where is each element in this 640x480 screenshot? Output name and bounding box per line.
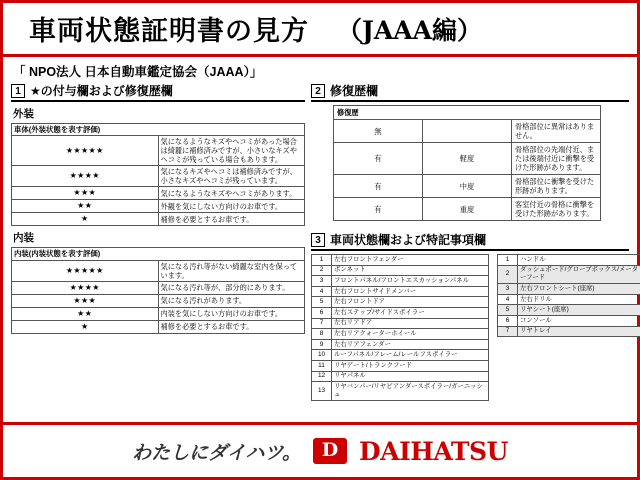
part-no: 7 [498, 326, 518, 337]
list-item [312, 371, 489, 382]
part-no: 8 [312, 329, 332, 340]
exterior-desc: 気になるようなキズやヘコミがあります。 [158, 187, 305, 200]
exterior-parts-table [311, 254, 489, 401]
table-row [334, 120, 601, 143]
part-name: ダッシュボード/グローブボックス/メーターフード [518, 265, 640, 284]
interior-stars: ★ [12, 320, 159, 333]
interior-table-header: 内装(内装状態を表す評価) [12, 248, 305, 260]
repair-desc: 骨格部位に異常はありません。 [512, 120, 601, 143]
table-row [12, 320, 305, 333]
part-no: 3 [498, 284, 518, 295]
table-row [12, 248, 305, 260]
part-name: ハンドル [518, 255, 640, 266]
list-item [498, 284, 640, 295]
exterior-stars: ★★★ [12, 187, 159, 200]
exterior-group-label: 外装 [13, 108, 34, 120]
list-item [498, 265, 640, 284]
subtitle: 「 NPO法人 日本自動車鑑定協会（JAAA）」 [13, 65, 263, 79]
list-item [498, 255, 640, 266]
interior-parts-table [497, 254, 640, 337]
page-header [3, 3, 637, 57]
interior-stars: ★★★ [12, 294, 159, 307]
table-row [334, 143, 601, 175]
part-name: リヤゲート/トランクフード [332, 360, 489, 371]
section-1-header [11, 82, 305, 102]
part-name: 左右ドリル [518, 294, 640, 305]
interior-group-label: 内装 [13, 232, 34, 245]
part-no: 1 [312, 255, 332, 266]
section-2-title: 修復歴欄 [330, 84, 379, 98]
interior-desc: 気になる汚れ等が、部分的にあります。 [158, 281, 305, 294]
exterior-stars: ★★★★ [12, 166, 159, 187]
table-row [12, 213, 305, 226]
slogan: わたしにダイハツ。 [132, 441, 302, 464]
list-item [498, 294, 640, 305]
table-row [334, 198, 601, 221]
table-row [12, 260, 305, 281]
part-no: 3 [312, 276, 332, 287]
part-no: 13 [312, 382, 332, 401]
part-no: 2 [312, 265, 332, 276]
parts-lists [311, 254, 639, 401]
part-no: 12 [312, 371, 332, 382]
table-row [12, 281, 305, 294]
page-footer [3, 422, 637, 477]
page-title: 車両状態証明書の見方 [29, 16, 309, 47]
right-column [311, 82, 639, 401]
part-no: 2 [498, 265, 518, 284]
interior-desc: 気になる汚れがあります。 [158, 294, 305, 307]
table-row [334, 106, 601, 120]
part-name: 左右フロントサイドメンバー [332, 286, 489, 297]
part-name: 左右リアクォーターホイール [332, 329, 489, 340]
list-item [312, 297, 489, 308]
part-name: 左右フロントシート(座席) [518, 284, 640, 295]
table-row [12, 294, 305, 307]
left-column [11, 82, 305, 401]
interior-table [11, 247, 305, 333]
part-name: 左右ステップ/サイドスポイラー [332, 307, 489, 318]
repair-level: 中度 [423, 175, 512, 198]
section-3-title: 車両状態欄および特記事項欄 [330, 233, 487, 247]
repair-level: 重度 [423, 198, 512, 221]
repair-mark: 無 [334, 120, 423, 143]
brand-name: DAIHATSU [359, 436, 508, 466]
section-2-number: 2 [311, 84, 325, 98]
part-no: 4 [312, 286, 332, 297]
exterior-stars: ★★★★★ [12, 136, 159, 166]
interior-stars: ★★★★ [12, 281, 159, 294]
section-2-header [311, 82, 629, 102]
part-no: 7 [312, 318, 332, 329]
exterior-desc: 気になるようなキズやヘコミがあった場合は綺麗に補修済みですが、小さいなキズやヘコミが残っている場合もあります。 [158, 136, 305, 166]
part-name: リヤバンパー/リヤビアンダースポイラー/ガーニッシュ [332, 382, 489, 401]
list-item [498, 326, 640, 337]
exterior-desc: 補修を必要とするお車です。 [158, 213, 305, 226]
part-name: リヤトレイ [518, 326, 640, 337]
list-item [312, 350, 489, 361]
part-no: 5 [312, 297, 332, 308]
content-columns [3, 82, 637, 401]
list-item [312, 329, 489, 340]
list-item [498, 315, 640, 326]
part-no: 6 [498, 315, 518, 326]
exterior-table-header: 車体(外装状態を表す評価) [12, 124, 305, 136]
part-name: リヤパネル [332, 371, 489, 382]
exterior-stars: ★ [12, 213, 159, 226]
section-3-header [311, 231, 629, 251]
repair-table-header: 修復歴 [334, 106, 601, 120]
interior-desc: 補修を必要とするお車です。 [158, 320, 305, 333]
part-no: 6 [312, 307, 332, 318]
page-title-sub: （JAAA編） [337, 15, 483, 45]
part-no: 5 [498, 305, 518, 316]
part-name: ルーフパネル/フレーム/レールフスポイラー [332, 350, 489, 361]
section-1-number: 1 [11, 84, 25, 98]
part-no: 10 [312, 350, 332, 361]
interior-stars: ★★★★★ [12, 260, 159, 281]
list-item [312, 382, 489, 401]
exterior-stars: ★★ [12, 200, 159, 213]
repair-level: 軽度 [423, 143, 512, 175]
repair-mark: 有 [334, 175, 423, 198]
repair-desc: 骨格部位の先端付近、または後端付近に衝撃を受けた形跡があります。 [512, 143, 601, 175]
table-row [12, 200, 305, 213]
exterior-table [11, 123, 305, 226]
table-row [334, 175, 601, 198]
interior-stars: ★★ [12, 307, 159, 320]
list-item [312, 360, 489, 371]
daihatsu-logo-icon [313, 438, 347, 464]
list-item [312, 255, 489, 266]
part-no: 9 [312, 339, 332, 350]
part-name: 左右リアフェンダー [332, 339, 489, 350]
interior-desc: 気になる汚れ等がない綺麗な室内を保っています。 [158, 260, 305, 281]
table-row [12, 187, 305, 200]
list-item [498, 305, 640, 316]
list-item [312, 339, 489, 350]
repair-desc: 客室付近の骨格に衝撃を受けた形跡があります。 [512, 198, 601, 221]
repair-level [423, 120, 512, 143]
repair-desc: 骨格部位に衝撃を受けた形跡があります。 [512, 175, 601, 198]
interior-desc: 内装を気にしない方向けのお車です。 [158, 307, 305, 320]
list-item [312, 307, 489, 318]
repair-mark: 有 [334, 143, 423, 175]
part-no: 4 [498, 294, 518, 305]
list-item [312, 318, 489, 329]
part-name: フロントパネル/フロントエスカッションパネル [332, 276, 489, 287]
list-item [312, 276, 489, 287]
part-name: ボンネット [332, 265, 489, 276]
exterior-desc: 外観を気にしない方向けのお車です。 [158, 200, 305, 213]
table-row [12, 124, 305, 136]
table-row [12, 136, 305, 166]
part-name: リヤシート(座席) [518, 305, 640, 316]
list-item [312, 286, 489, 297]
repair-history-table [333, 105, 601, 221]
part-name: コンソール [518, 315, 640, 326]
part-name: 左右フロントフェンダー [332, 255, 489, 266]
part-no: 11 [312, 360, 332, 371]
exterior-desc: 気になるキズやヘコミは補修済みですが、小さなキズやヘコミが残っています。 [158, 166, 305, 187]
repair-mark: 有 [334, 198, 423, 221]
section-1-title: ★の付与欄および修復歴欄 [30, 84, 173, 98]
part-name: 左右リアドア [332, 318, 489, 329]
table-row [12, 166, 305, 187]
list-item [312, 265, 489, 276]
table-row [12, 307, 305, 320]
section-3-number: 3 [311, 233, 325, 247]
part-name: 左右フロントドア [332, 297, 489, 308]
part-no: 1 [498, 255, 518, 266]
